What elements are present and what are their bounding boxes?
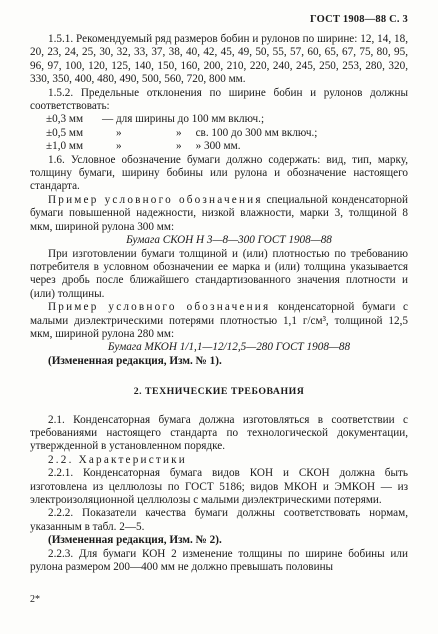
example-1 — [30, 194, 408, 234]
example-text: конденсаторной бумаги с малыми диэлектрическими потерями плотностью 1,1 г/см³, толщиной 12,5 мкм, шириной рулона 280 мм: — [30, 301, 408, 340]
ditto-mark: » — [116, 126, 122, 139]
tolerance-value: ±0,3 мм — [46, 113, 84, 126]
page-content — [30, 33, 408, 574]
revision-note-2: (Измененная редакция, Изм. № 2). — [48, 534, 222, 547]
tolerance-value: ±0,5 мм — [46, 126, 84, 139]
clause-1-6: 1.6. Условное обозначение бумаги должно содержать: вид, тип, марку, толщину бумаги, ширину бобины или рулона и обозначение настоящего стандарта. — [30, 153, 408, 193]
tolerance-value: ±1,0 мм — [46, 140, 84, 153]
ditto-mark: » — [116, 140, 122, 153]
clause-2-2: 2.2. Характеристики — [48, 453, 187, 466]
revision-note-1: (Измененная редакция, Изм. № 1). — [48, 354, 222, 367]
clause-1-5-2: 1.5.2. Предельные отклонения по ширине бобин и рулонов должны соответствовать: — [30, 86, 408, 113]
example-1-code: Бумага СКОН Н 3—8—300 ГОСТ 1908—88 — [126, 234, 332, 247]
footer-mark: 2* — [30, 594, 40, 605]
density-note: При изготовлении бумаги толщиной и (или) плотностью по требованию потребителя в условном обозначении ее марка и (или) толщина указывается через дробь после ближайшего стандартизованного значения плотности и (или) толщины. — [30, 247, 408, 300]
tolerance-list — [30, 113, 408, 153]
example-lead: Пример условного обозначения — [48, 193, 263, 206]
tolerance-row — [46, 127, 408, 140]
example-lead: Пример условного обозначения — [48, 301, 271, 314]
tolerance-range: » » 300 мм. — [176, 140, 241, 153]
running-header: ГОСТ 1908—88 С. 3 — [309, 14, 408, 25]
clause-2-2-2: 2.2.2. Показатели качества бумаги должны соответствовать нормам, указанным в табл. 2—5. — [30, 507, 408, 533]
example-2-code: Бумага МКОН 1/1,1—12/12,5—280 ГОСТ 1908—88 — [107, 341, 351, 354]
section-2-title: 2. ТЕХНИЧЕСКИЕ ТРЕБОВАНИЯ — [133, 386, 305, 398]
tolerance-row — [46, 140, 408, 153]
tolerance-range: — для ширины до 100 мм включ.; — [102, 113, 265, 126]
clause-2-1: 2.1. Конденсаторная бумага должна изготовляться в соответствии с требованиями настоящего стандарта по технологической документации, утвержденной в установленном порядке. — [30, 413, 408, 453]
example-text: специальной конденсаторной бумаги повышенной надежности, низкой влажности, марки 3, толщиной 8 мкм, шириной рулона 300 мм: — [30, 193, 408, 233]
tolerance-row — [46, 113, 408, 126]
clause-2-2-1: 2.2.1. Конденсаторная бумага видов КОН и СКОН должна быть изготовлена из целлюлозы по ГОСТ 5186; видов МКОН и ЭМКОН — из электроизоляционной целлюлозы с малыми диэлектрическими потерями. — [30, 467, 408, 506]
example-2 — [30, 301, 408, 341]
clause-2-2-3: 2.2.3. Для бумаги КОН 2 изменение толщины по ширине бобины или рулона размером 200—400 мм не должно превышать половины — [30, 547, 408, 574]
tolerance-range: » св. 100 до 300 мм включ.; — [176, 126, 318, 139]
clause-1-5-1: 1.5.1. Рекомендуемый ряд размеров бобин и рулонов по ширине: 12, 14, 18, 20, 23, 24, 25, 30, 32, 33, 37, 38, 40, 42, 45, 49, 50, 55, 57, 60, 65, 67, 75, 80, 95, 96, 97, 100, 120, 125, 140, 150, 160, 200, 210, 220, 240, 245, 250, 253, 280, 320, 330, 350, 400, 480, 490, 500, 560, 720, 800 мм. — [30, 33, 408, 86]
